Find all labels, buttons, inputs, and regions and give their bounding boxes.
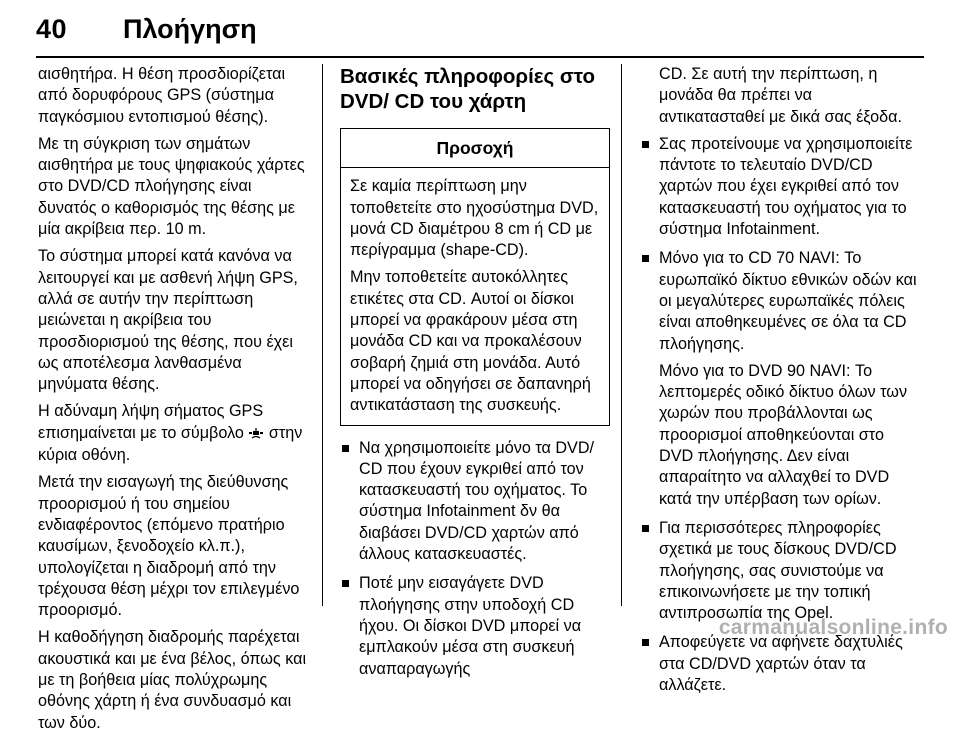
weak-signal-text-before: Η αδύναμη λήψη σήματος GPS επισημαίνεται με το σύμβολο <box>38 402 264 442</box>
column-2 <box>340 64 610 688</box>
paragraph-route-guidance: Η καθοδήγηση διαδρομής παρέχεται ακουστικά και με ένα βέλος, όπως και με τη βοήθεια μίας πολύχρωμης οθόνης χάρτη ή ένα συνδυασμό και των δύο. <box>38 628 307 732</box>
continuation-paragraph: CD. Σε αυτή την περίπτωση, η μονάδα θα πρέπει να αντικατασταθεί με δικά σας έξοδα. <box>659 65 902 126</box>
page-title: Πλοήγηση <box>123 14 257 44</box>
caution-title: Προσοχή <box>341 129 609 168</box>
list-item <box>640 632 918 696</box>
bullet-square-icon <box>342 580 349 587</box>
satellite-gps-icon <box>249 424 263 445</box>
list-item <box>340 573 610 679</box>
bullet-list-discs <box>340 438 610 680</box>
bullet-square-icon <box>342 445 349 452</box>
paragraph-gps-position: αισθητήρα. Η θέση προσδιορίζεται από δορυφόρους GPS (σύστημα παγκόσμιου εντοπισμού θέσης). <box>38 65 286 126</box>
caution-box <box>340 128 610 426</box>
column-1 <box>38 64 310 740</box>
paragraph-weak-signal-symbol <box>38 401 310 466</box>
column-divider-2 <box>621 64 622 606</box>
list-item-text: Ποτέ μην εισαγάγετε DVD πλοήγησης στην υποδοχή CD ήχου. Οι δίσκοι DVD μπορεί να εμπλακούν μέσα στη συσκευή αναπαραγωγής <box>359 574 582 678</box>
watermark: carmanualsonline.info <box>718 616 948 639</box>
list-item <box>640 518 918 624</box>
list-item-text: Σας προτείνουμε να χρησιμοποιείτε πάντοτε το τελευταίο DVD/CD χαρτών που έχει εγκριθεί από τον κατασκευαστή του οχήματος για το σύστημα Infotainment. <box>659 134 913 239</box>
paragraph-map-comparison: Με τη σύγκριση των σημάτων αισθητήρα με τους ψηφιακούς χάρτες στο DVD/CD πλοήγησης είναι δυνατός ο καθορισμός της θέσης με μία ακρίβεια περ. 10 m. <box>38 134 305 239</box>
section-heading: Βασικές πληροφορίες στο DVD/ CD του χάρτη <box>340 65 595 113</box>
caution-body <box>341 168 609 424</box>
weak-signal-text-after: στην κύρια οθόνη. <box>38 423 303 465</box>
header-rule <box>36 56 924 58</box>
bullet-list-recommendations <box>640 134 918 696</box>
paragraph-route-calculation: Μετά την εισαγωγή της διεύθυνσης προορισμού ή του σημείου ενδιαφέροντος (επόμενο πρατήριο καυσίμων, ξενοδοχείο κλ.π.), υπολογίζεται η διαδρομή από την τρέχουσα θέση μέχρι τον επιλεγμένο προορισμό. <box>38 473 300 620</box>
list-item-text-dvd90: Μόνο για το DVD 90 NAVI: Το λεπτομερές οδικό δίκτυο όλων των χωρών που προβάλλονται ως προορισμοί αποθηκεύονται στο DVD πλοήγησης. Δεν είναι απαραίτητο να αλλαχθεί το DVD κατά την υπέρβαση των ορίων. <box>659 361 908 508</box>
caution-paragraph-labels: Μην τοποθετείτε αυτοκόλλητες ετικέτες στα CD. Αυτοί οι δίσκοι μπορεί να φρακάρουν μέσα στη μονάδα CD και να προκαλέσουν σοβαρή ζημιά στη μονάδα. Αυτό μπορεί να οδηγήσει σε δαπανηρή αντικατάσταση της συσκευής. <box>350 268 591 415</box>
list-item <box>340 438 610 566</box>
bullet-square-icon <box>642 255 649 262</box>
column-divider-1 <box>322 64 323 606</box>
column-3 <box>640 64 918 704</box>
caution-paragraph-disc-types: Σε καμία περίπτωση μην τοποθετείτε στο ηχοσύστημα DVD, μονά CD διαμέτρου 8 cm ή CD με περίγραμμα (shape-CD). <box>350 177 599 260</box>
bullet-square-icon <box>642 525 649 532</box>
list-item-text: Να χρησιμοποιείτε μόνο τα DVD/ CD που έχουν εγκριθεί από τον κατασκευαστή του οχήματος. Το σύστημα Infotainment δν θα διαβάσει DVD/CD χαρτών από άλλους κατασκευαστές. <box>359 438 595 564</box>
page-number: 40 <box>36 14 68 44</box>
list-item-text: Για περισσότερες πληροφορίες σχετικά με τους δίσκους DVD/CD πλοήγησης, σας συνιστούμε να επικοινωνήσετε με την τοπική αντιπροσωπία της Opel. <box>659 518 897 623</box>
bullet-square-icon <box>642 639 649 646</box>
bullet-square-icon <box>642 141 649 148</box>
list-item-text: Αποφεύγετε να αφήνετε δαχτυλιές στα CD/DVD χαρτών όταν τα αλλάζετε. <box>659 633 903 695</box>
list-item-text-cd70: Μόνο για το CD 70 NAVI: Το ευρωπαϊκό δίκτυο εθνικών οδών και οι μεγαλύτερες ευρωπαϊκές πόλεις είναι αποθηκευμένες σε όλα τα CD πλοήγησης. <box>659 249 917 353</box>
list-item <box>640 134 918 240</box>
list-item <box>640 248 918 510</box>
paragraph-weak-gps: Το σύστημα μπορεί κατά κανόνα να λειτουργεί και με ασθενή λήψη GPS, αλλά σε αυτήν την περίπτωση μειώνεται η ακρίβεια του προσδιορισμού της θέσης, που έχει ως αποτέλεσμα λανθασμένα μηνύματα θέσης. <box>38 247 298 394</box>
